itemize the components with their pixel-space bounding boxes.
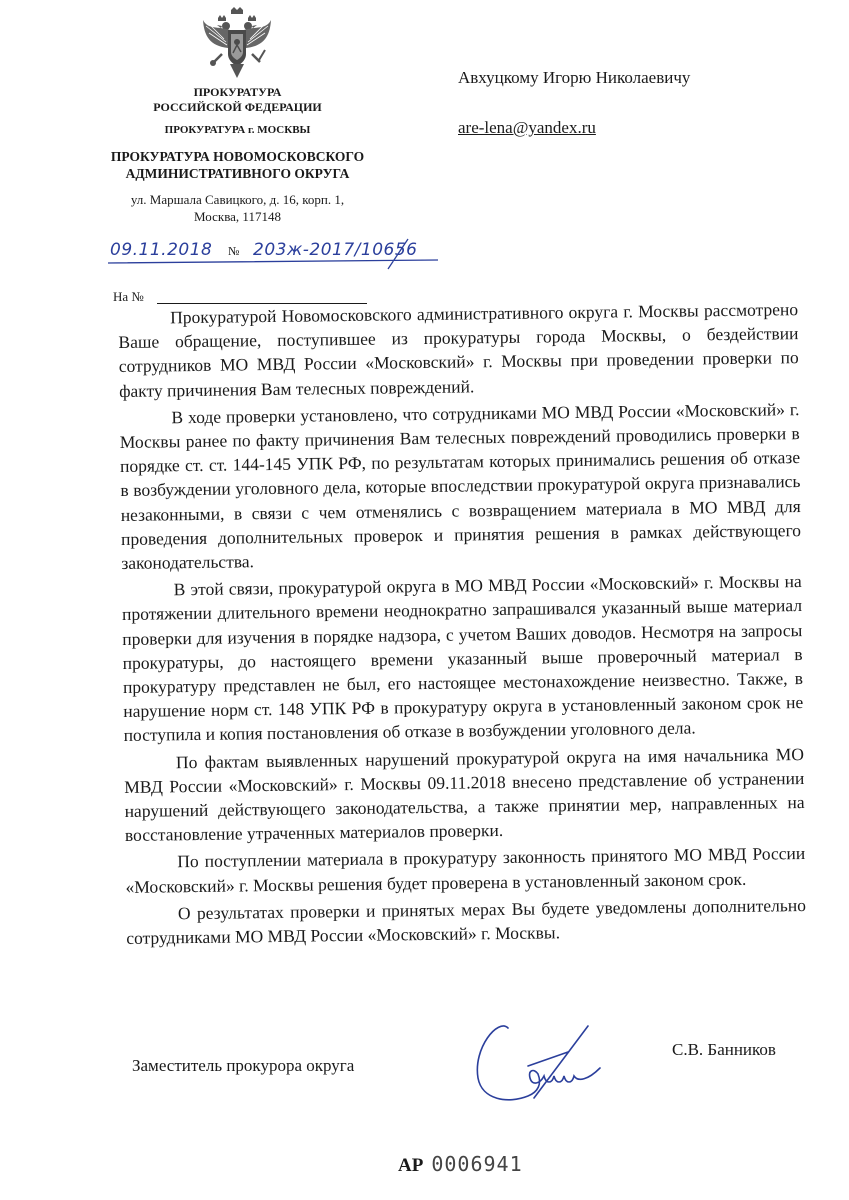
- recipient-email[interactable]: are-lena@yandex.ru: [458, 118, 596, 137]
- coat-of-arms-icon: [200, 6, 274, 84]
- paragraph: По поступлении материала в прокуратуру законность принятого МО МВД России «Московский» г. Москвы решения будет проверена в установленный законом срок.: [125, 843, 806, 897]
- serial-number: 0006941: [431, 1152, 523, 1176]
- org-address: ул. Маршала Савицкого, д. 16, корп. 1, Москва, 117148: [130, 192, 345, 224]
- org-name-city: ПРОКУРАТУРА г. МОСКВЫ: [164, 124, 311, 136]
- sender-organization: [95, 85, 380, 225]
- registration-date: 09.11.2018: [110, 240, 213, 260]
- registration-number: 203ж-2017/10656: [253, 240, 418, 260]
- org-name-federal: ПРОКУРАТУРА РОССИЙСКОЙ ФЕДЕРАЦИИ: [153, 85, 322, 114]
- signatory-title: Заместитель прокурора округа: [132, 1056, 355, 1075]
- recipient-name: Авхуцкому Игорю Николаевичу: [458, 68, 691, 87]
- paragraph: В ходе проверки установлено, что сотрудниками МО МВД России «Московский» г. Москвы ранее по факту причинения Вам телесных повреждений проводились проверки в порядке ст. ст. 144-145 УПК РФ, по результатам которых принимались решения об отказе в возбуждении уголовного дела, которые впоследствии прокуратурой округа признавались незаконными, в связи с чем отменялись с возвращением материала в МО МВД для проведения дополнительных проверок и принятия решения в рамках действующего законодательства.: [119, 398, 802, 574]
- serial-prefix: АР: [398, 1155, 424, 1176]
- handwritten-signature: [468, 1008, 618, 1108]
- registration-underline: [108, 236, 453, 272]
- recipient-block: [458, 68, 690, 138]
- paragraph: В этой связи, прокуратурой округа в МО МВД России «Московский» г. Москвы на протяжении длительного времени неоднократно запрашивался указанный выше материал проверки для изучения в порядке надзора, с учетом Ваших доводов. Несмотря на запросы прокуратуры, до настоящего времени указанный выше проверочный материал в прокуратуру представлен не был, его настоящее местонахождение неизвестно. Также, в нарушение норм ст. 148 УПК РФ в прокуратуру округа в установленный законом срок не поступила и копия постановления об отказе в возбуждении уголовного дела.: [121, 571, 804, 746]
- reference-label: На №: [113, 289, 144, 304]
- signatory-name: С.В. Банников: [672, 1040, 776, 1059]
- org-name-district: ПРОКУРАТУРА НОВОМОСКОВСКОГО АДМИНИСТРАТИВНОГО ОКРУГА: [110, 149, 365, 181]
- paragraph: О результатах проверки и принятых мерах Вы будете уведомлены дополнительно сотрудниками МО МВД России «Московский» г. Москвы.: [126, 894, 807, 949]
- form-serial-number: [398, 1152, 523, 1177]
- registration-line: [108, 236, 453, 272]
- letter-body: [118, 297, 806, 953]
- paragraph: По фактам выявленных нарушений прокуратурой округа на имя начальника МО МВД России «Московский» г. Москвы 09.11.2018 внесено представление об устранении нарушений действующего законодательства, а также принятии мер, направленных на восстановление утраченных материалов проверки.: [124, 743, 805, 846]
- registration-no-label: №: [228, 244, 240, 258]
- paragraph: Прокуратурой Новомосковского административного округа г. Москвы рассмотрено Ваше обращение, поступившее из прокуратуры города Москвы, о бездействии сотрудников МО МВД России «Московский» г. Москвы при проведении проверки по факту причинения Вам телесных повреждений.: [118, 299, 799, 401]
